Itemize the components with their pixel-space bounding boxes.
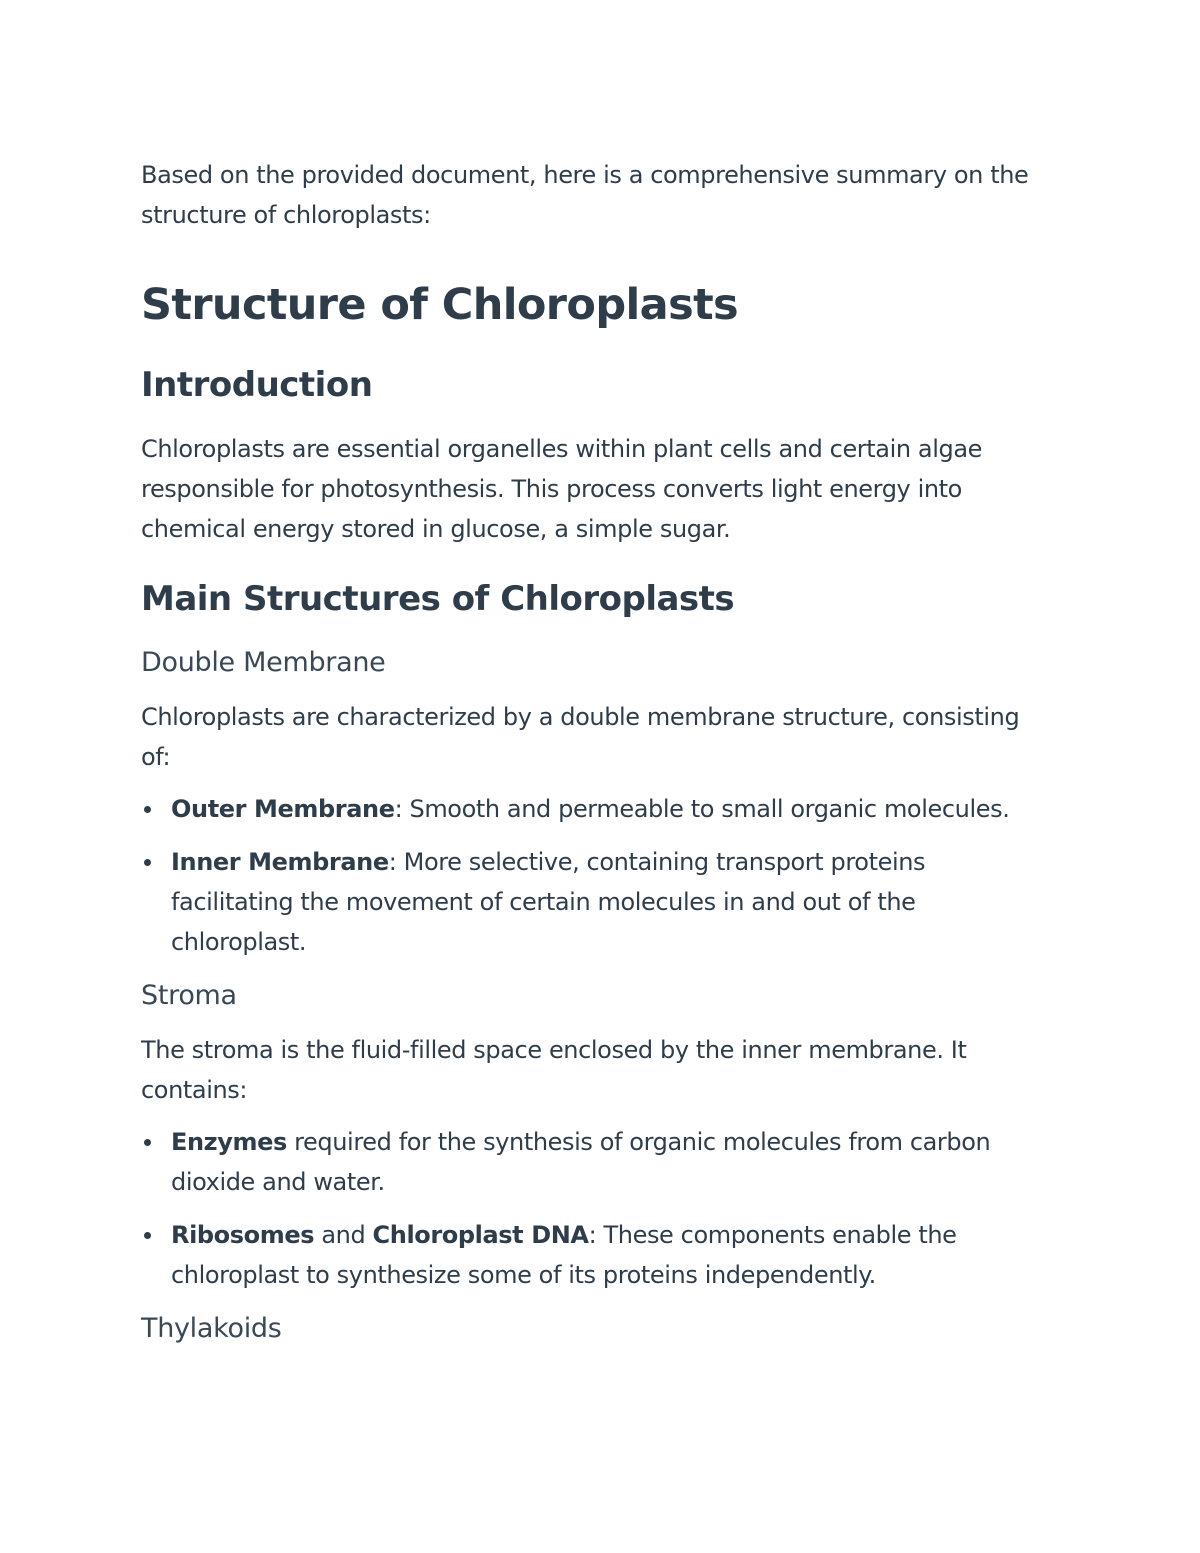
stroma-paragraph: The stroma is the fluid-filled space enclosed by the inner membrane. It contains: xyxy=(141,1036,967,1104)
introduction-heading: Introduction xyxy=(141,365,373,405)
thylakoids-heading: Thylakoids xyxy=(141,1313,282,1344)
double-membrane-heading: Double Membrane xyxy=(141,647,386,678)
bullet-icon xyxy=(144,1139,151,1146)
list-item-term: Chloroplast DNA xyxy=(372,1221,589,1249)
intro-paragraph: Based on the provided document, here is a comprehensive summary on the structure of chloroplasts: xyxy=(141,161,1029,229)
list-item xyxy=(141,1122,1050,1202)
document-title: Structure of Chloroplasts xyxy=(141,280,739,330)
main-structures-heading: Main Structures of Chloroplasts xyxy=(141,579,735,619)
list-item-term: Outer Membrane xyxy=(171,795,395,823)
stroma-heading: Stroma xyxy=(141,980,237,1011)
double-membrane-paragraph: Chloroplasts are characterized by a double membrane structure, consisting of: xyxy=(141,703,1020,771)
list-item-term: Inner Membrane xyxy=(171,848,389,876)
bullet-icon xyxy=(144,806,151,813)
list-item-text: required for the synthesis of organic molecules from carbon dioxide and water. xyxy=(171,1128,991,1196)
list-item-text: : These components enable the chloroplast to synthesize some of its proteins independently. xyxy=(171,1221,957,1289)
list-item-text: : More selective, containing transport proteins facilitating the movement of certain molecules in and out of the chloroplast. xyxy=(171,848,926,956)
bullet-icon xyxy=(144,859,151,866)
list-item xyxy=(141,789,1050,829)
list-item xyxy=(141,1215,1050,1295)
list-item-term: Enzymes xyxy=(171,1128,287,1156)
stroma-list xyxy=(141,1122,1050,1295)
list-item xyxy=(141,842,1050,962)
list-item-term: Ribosomes xyxy=(171,1221,315,1249)
introduction-paragraph: Chloroplasts are essential organelles within plant cells and certain algae responsible for photosynthesis. This process converts light energy into chemical energy stored in glucose, a simple sugar. xyxy=(141,435,982,543)
double-membrane-list xyxy=(141,789,1050,962)
list-item-connector: and xyxy=(314,1221,373,1249)
list-item-text: : Smooth and permeable to small organic molecules. xyxy=(394,795,1010,823)
bullet-icon xyxy=(144,1232,151,1239)
